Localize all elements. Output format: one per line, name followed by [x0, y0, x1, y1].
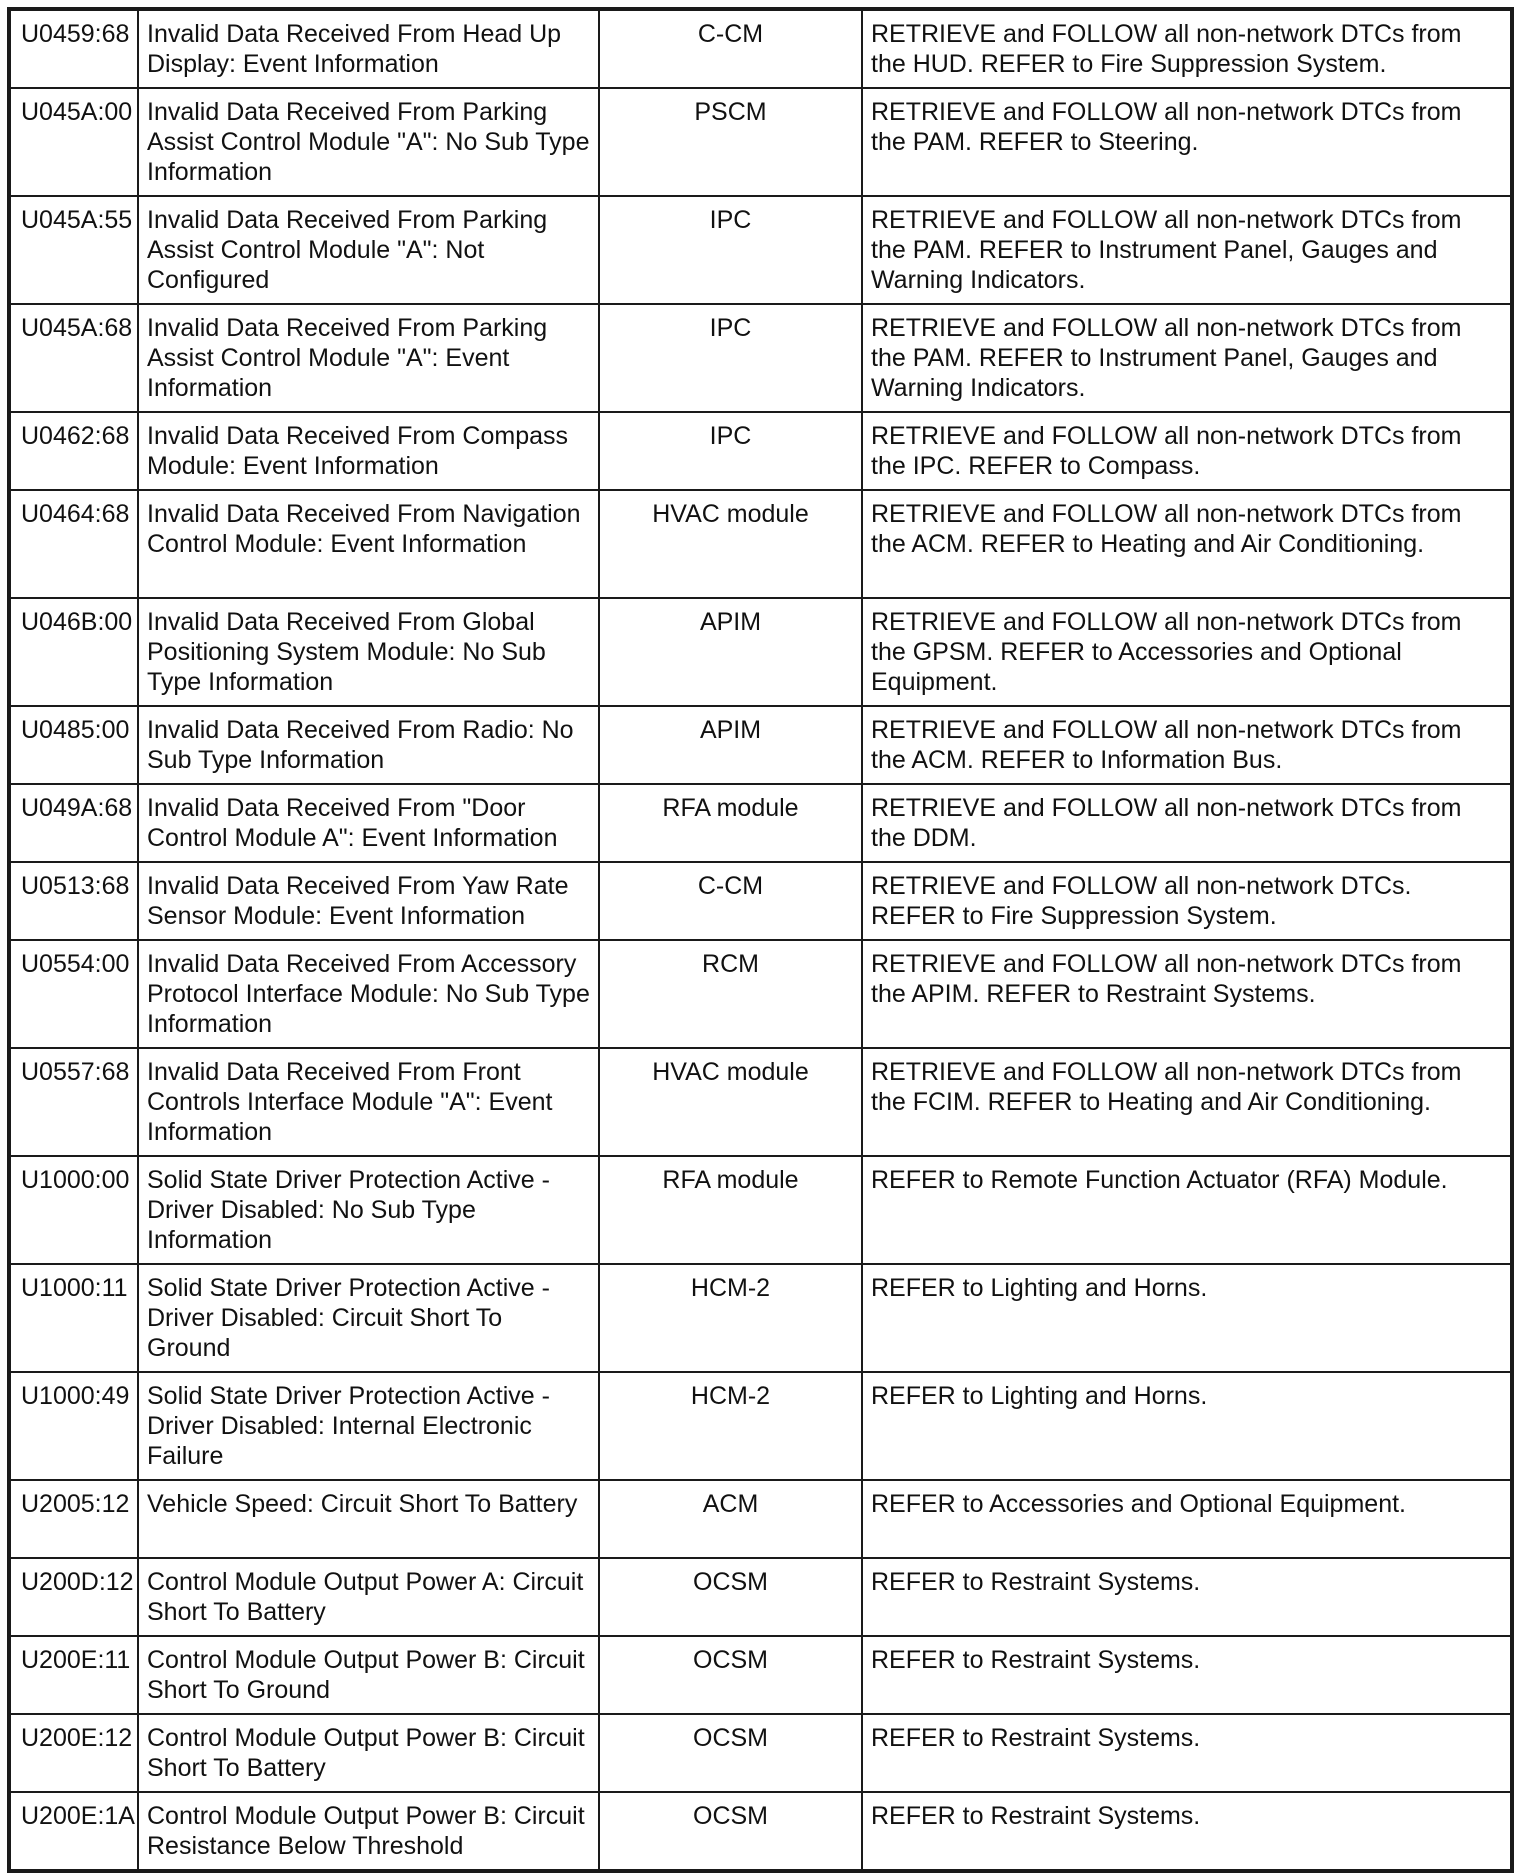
dtc-action: RETRIEVE and FOLLOW all non-network DTCs from the PAM. REFER to Instrument Panel, Gauges and Warning Indicators. — [862, 196, 1512, 304]
dtc-module: RFA module — [599, 784, 862, 862]
dtc-module: PSCM — [599, 88, 862, 196]
table-row — [9, 1372, 1512, 1480]
dtc-code: U200D:12 — [9, 1558, 138, 1636]
dtc-description: Invalid Data Received From Front Controls Interface Module "A": Event Information — [138, 1048, 599, 1156]
table-row — [9, 88, 1512, 196]
dtc-module: OCSM — [599, 1792, 862, 1871]
table-row — [9, 196, 1512, 304]
dtc-description: Control Module Output Power A: Circuit Short To Battery — [138, 1558, 599, 1636]
dtc-action: RETRIEVE and FOLLOW all non-network DTCs from the ACM. REFER to Heating and Air Conditioning. — [862, 490, 1512, 598]
dtc-action: RETRIEVE and FOLLOW all non-network DTCs from the FCIM. REFER to Heating and Air Conditioning. — [862, 1048, 1512, 1156]
dtc-action: RETRIEVE and FOLLOW all non-network DTCs from the GPSM. REFER to Accessories and Optional Equipment. — [862, 598, 1512, 706]
dtc-module: HCM-2 — [599, 1264, 862, 1372]
table-row — [9, 1714, 1512, 1792]
dtc-module: HVAC module — [599, 490, 862, 598]
dtc-description: Vehicle Speed: Circuit Short To Battery — [138, 1480, 599, 1558]
dtc-description: Control Module Output Power B: Circuit Short To Battery — [138, 1714, 599, 1792]
table-row — [9, 1636, 1512, 1714]
table-row — [9, 1792, 1512, 1871]
table-row — [9, 784, 1512, 862]
dtc-module: IPC — [599, 304, 862, 412]
dtc-module: HVAC module — [599, 1048, 862, 1156]
table-row — [9, 598, 1512, 706]
dtc-code: U0459:68 — [9, 9, 138, 88]
dtc-description: Invalid Data Received From Yaw Rate Sensor Module: Event Information — [138, 862, 599, 940]
table-row — [9, 304, 1512, 412]
dtc-description: Invalid Data Received From Parking Assist Control Module "A": No Sub Type Information — [138, 88, 599, 196]
dtc-action: REFER to Restraint Systems. — [862, 1558, 1512, 1636]
dtc-module: ACM — [599, 1480, 862, 1558]
table-row — [9, 862, 1512, 940]
dtc-action: RETRIEVE and FOLLOW all non-network DTCs from the IPC. REFER to Compass. — [862, 412, 1512, 490]
dtc-code: U200E:12 — [9, 1714, 138, 1792]
dtc-action: REFER to Restraint Systems. — [862, 1636, 1512, 1714]
dtc-code: U0462:68 — [9, 412, 138, 490]
dtc-code: U0485:00 — [9, 706, 138, 784]
table-row — [9, 412, 1512, 490]
dtc-module: OCSM — [599, 1558, 862, 1636]
table-row — [9, 1558, 1512, 1636]
dtc-module: IPC — [599, 196, 862, 304]
dtc-code: U045A:55 — [9, 196, 138, 304]
dtc-code: U0464:68 — [9, 490, 138, 598]
dtc-description: Invalid Data Received From Radio: No Sub Type Information — [138, 706, 599, 784]
table-row — [9, 9, 1512, 88]
dtc-module: OCSM — [599, 1636, 862, 1714]
dtc-module: RCM — [599, 940, 862, 1048]
dtc-description: Control Module Output Power B: Circuit Short To Ground — [138, 1636, 599, 1714]
dtc-action: REFER to Restraint Systems. — [862, 1714, 1512, 1792]
dtc-action: REFER to Lighting and Horns. — [862, 1264, 1512, 1372]
dtc-action: RETRIEVE and FOLLOW all non-network DTCs from the APIM. REFER to Restraint Systems. — [862, 940, 1512, 1048]
dtc-code: U046B:00 — [9, 598, 138, 706]
dtc-description: Solid State Driver Protection Active - Driver Disabled: No Sub Type Information — [138, 1156, 599, 1264]
dtc-code: U045A:00 — [9, 88, 138, 196]
dtc-description: Control Module Output Power B: Circuit Resistance Below Threshold — [138, 1792, 599, 1871]
table-row — [9, 490, 1512, 598]
dtc-module: HCM-2 — [599, 1372, 862, 1480]
dtc-action: RETRIEVE and FOLLOW all non-network DTCs from the ACM. REFER to Information Bus. — [862, 706, 1512, 784]
dtc-module: APIM — [599, 706, 862, 784]
dtc-description: Invalid Data Received From Navigation Control Module: Event Information — [138, 490, 599, 598]
dtc-code: U1000:00 — [9, 1156, 138, 1264]
dtc-code: U2005:12 — [9, 1480, 138, 1558]
dtc-description: Invalid Data Received From Accessory Protocol Interface Module: No Sub Type Information — [138, 940, 599, 1048]
dtc-code: U0513:68 — [9, 862, 138, 940]
dtc-action: RETRIEVE and FOLLOW all non-network DTCs from the DDM. — [862, 784, 1512, 862]
dtc-module: APIM — [599, 598, 862, 706]
dtc-code: U0554:00 — [9, 940, 138, 1048]
dtc-code: U045A:68 — [9, 304, 138, 412]
dtc-code: U200E:1A — [9, 1792, 138, 1871]
dtc-module: C-CM — [599, 9, 862, 88]
dtc-action: REFER to Lighting and Horns. — [862, 1372, 1512, 1480]
dtc-action: REFER to Accessories and Optional Equipment. — [862, 1480, 1512, 1558]
dtc-table — [7, 7, 1514, 1873]
table-row — [9, 1264, 1512, 1372]
dtc-description: Solid State Driver Protection Active - Driver Disabled: Circuit Short To Ground — [138, 1264, 599, 1372]
dtc-module: RFA module — [599, 1156, 862, 1264]
dtc-code: U0557:68 — [9, 1048, 138, 1156]
dtc-module: OCSM — [599, 1714, 862, 1792]
dtc-action: REFER to Remote Function Actuator (RFA) Module. — [862, 1156, 1512, 1264]
table-row — [9, 1480, 1512, 1558]
table-row — [9, 1156, 1512, 1264]
dtc-table-container — [7, 7, 1514, 1873]
dtc-code: U1000:11 — [9, 1264, 138, 1372]
dtc-description: Invalid Data Received From Head Up Display: Event Information — [138, 9, 599, 88]
dtc-action: REFER to Restraint Systems. — [862, 1792, 1512, 1871]
table-row — [9, 706, 1512, 784]
dtc-description: Invalid Data Received From Parking Assist Control Module "A": Not Configured — [138, 196, 599, 304]
table-row — [9, 940, 1512, 1048]
dtc-action: RETRIEVE and FOLLOW all non-network DTCs from the PAM. REFER to Instrument Panel, Gauges and Warning Indicators. — [862, 304, 1512, 412]
dtc-description: Invalid Data Received From Compass Module: Event Information — [138, 412, 599, 490]
dtc-action: RETRIEVE and FOLLOW all non-network DTCs from the PAM. REFER to Steering. — [862, 88, 1512, 196]
dtc-code: U1000:49 — [9, 1372, 138, 1480]
dtc-description: Invalid Data Received From Parking Assist Control Module "A": Event Information — [138, 304, 599, 412]
dtc-action: RETRIEVE and FOLLOW all non-network DTCs from the HUD. REFER to Fire Suppression System. — [862, 9, 1512, 88]
dtc-description: Invalid Data Received From Global Positioning System Module: No Sub Type Information — [138, 598, 599, 706]
dtc-module: C-CM — [599, 862, 862, 940]
dtc-code: U200E:11 — [9, 1636, 138, 1714]
dtc-description: Solid State Driver Protection Active - Driver Disabled: Internal Electronic Failure — [138, 1372, 599, 1480]
dtc-code: U049A:68 — [9, 784, 138, 862]
dtc-action: RETRIEVE and FOLLOW all non-network DTCs. REFER to Fire Suppression System. — [862, 862, 1512, 940]
table-row — [9, 1048, 1512, 1156]
dtc-description: Invalid Data Received From "Door Control Module A": Event Information — [138, 784, 599, 862]
dtc-module: IPC — [599, 412, 862, 490]
